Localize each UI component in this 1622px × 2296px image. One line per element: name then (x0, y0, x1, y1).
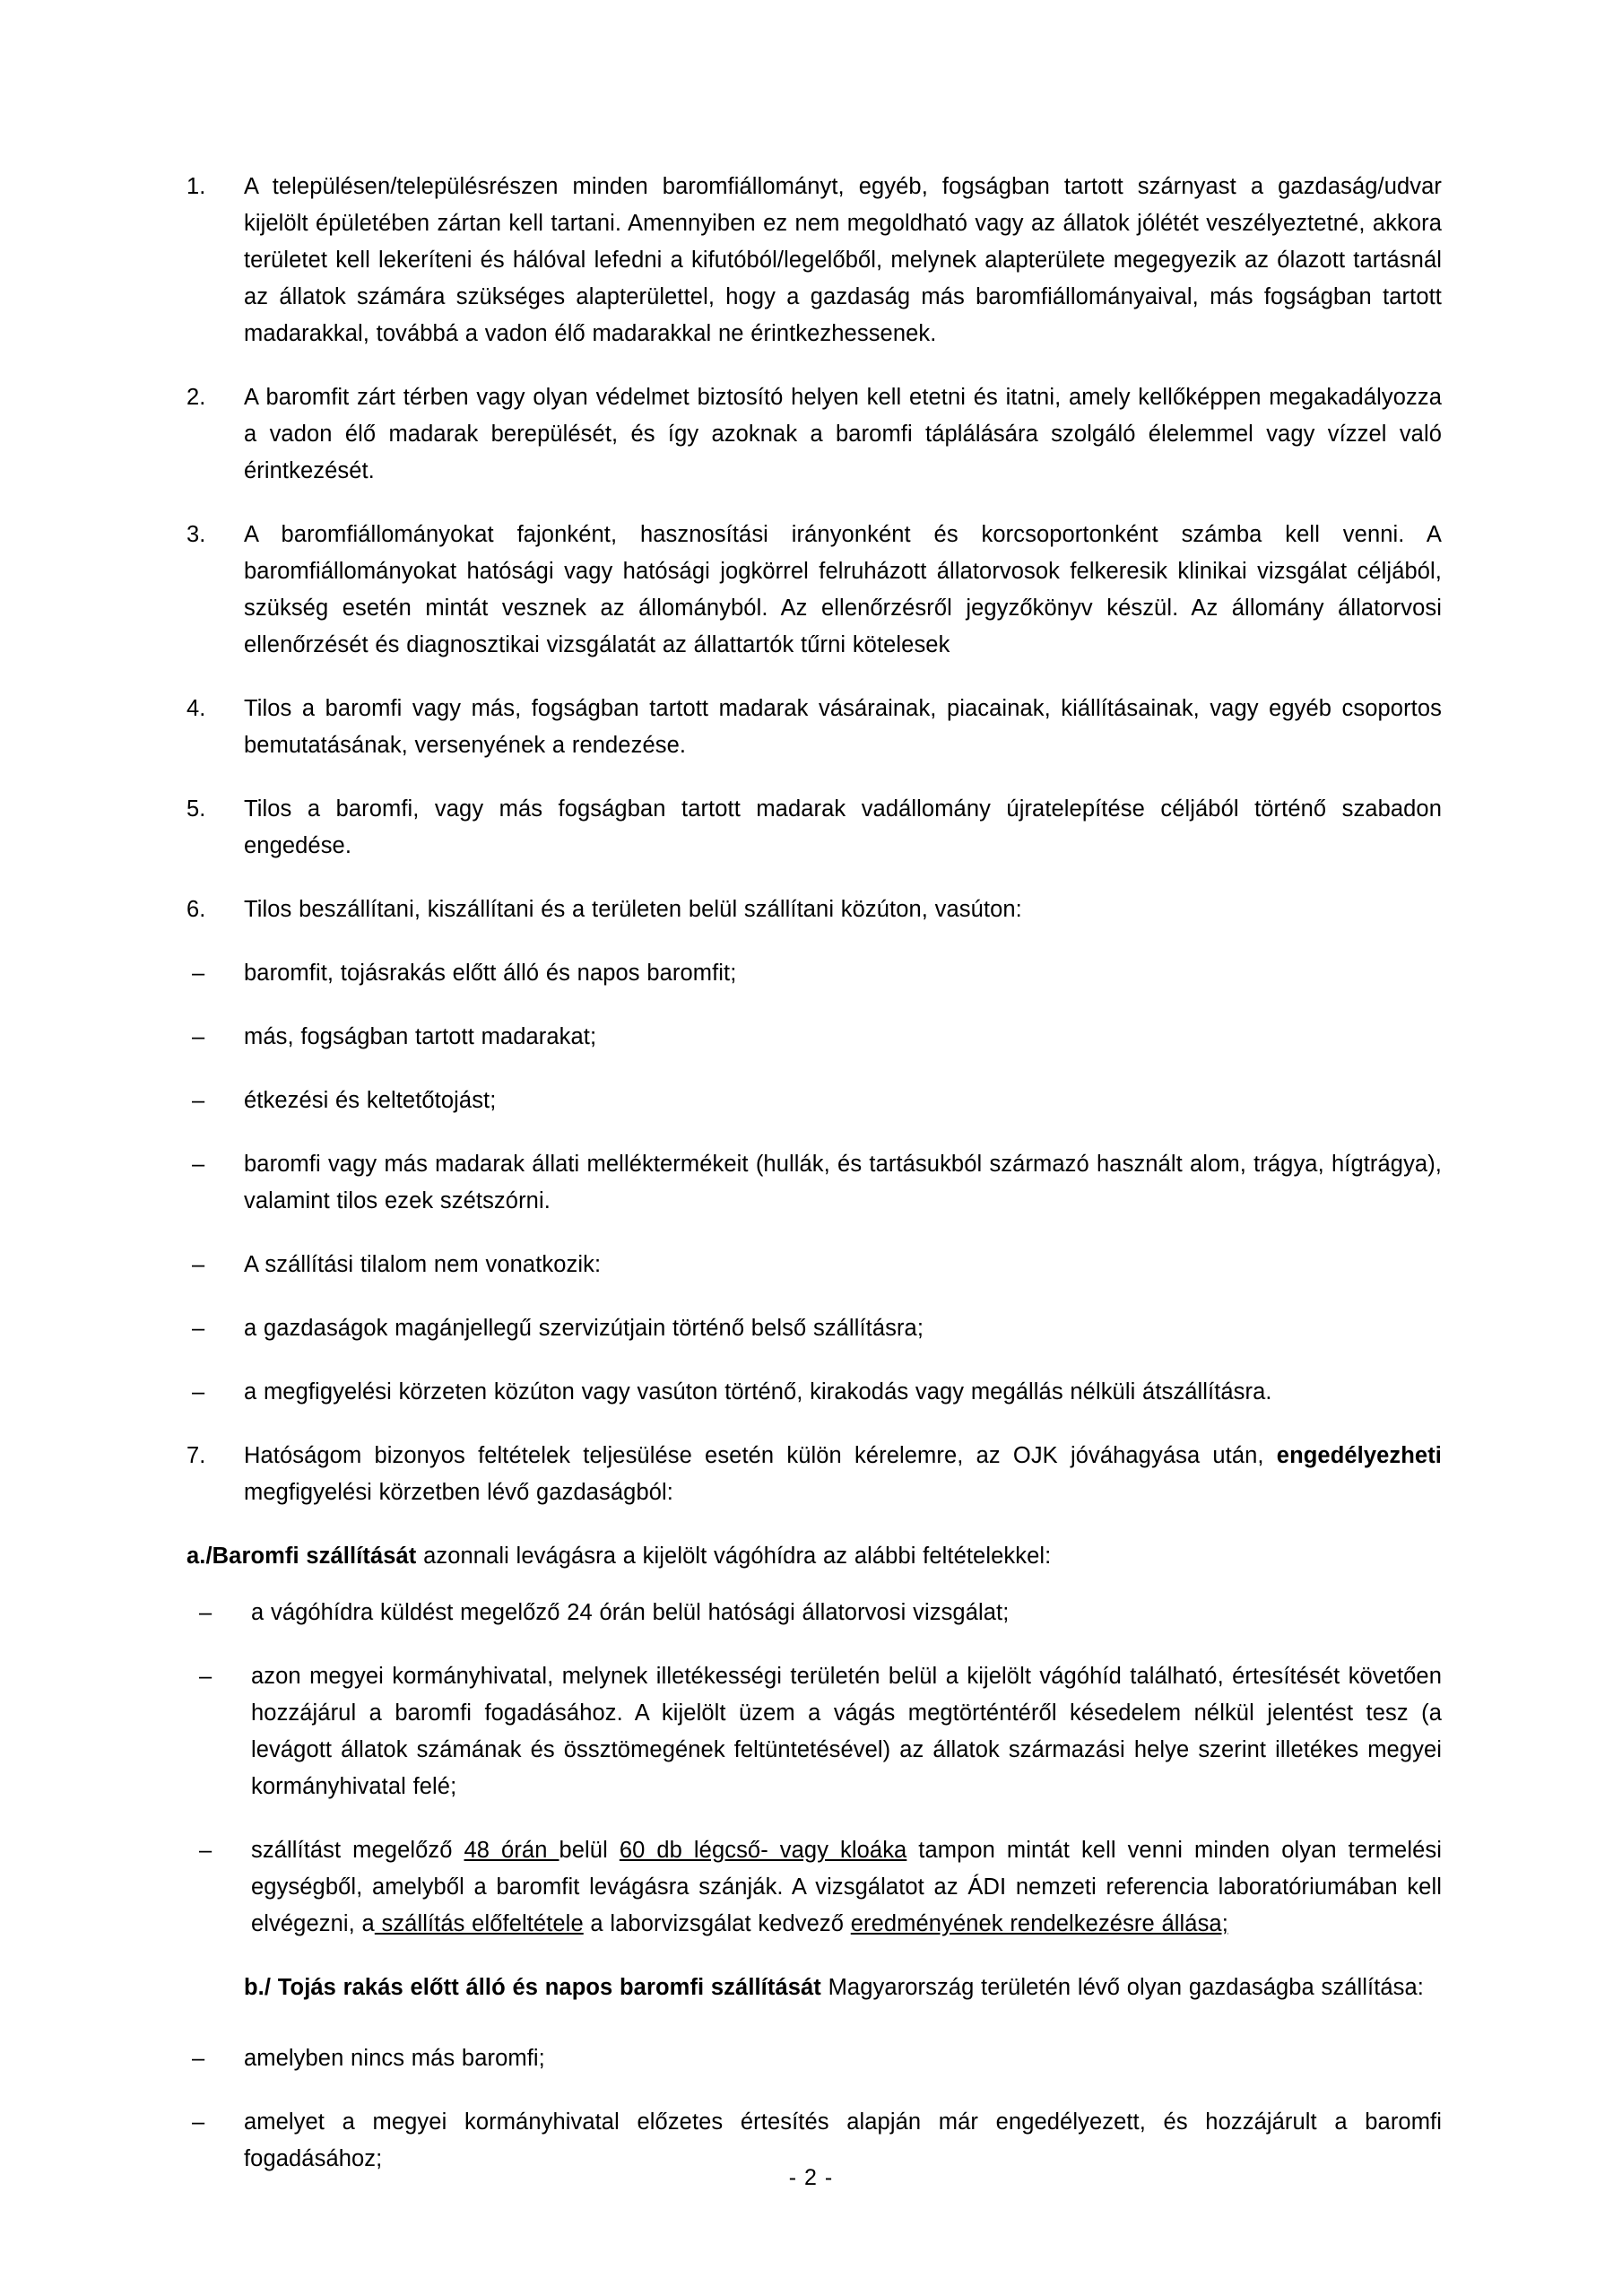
sampling-seg-1: szállítást megelőző (251, 1838, 464, 1863)
dash-marker: – (192, 1316, 205, 1341)
section-b-heading-bold: b./ Tojás rakás előtt álló és napos baromfi szállítását (244, 1975, 821, 2000)
sampling-seg-8-underlined: eredményének rendelkezésre állása; (850, 1911, 1228, 1936)
transport-bullet-text: más, fogságban tartott madarakat; (244, 1024, 597, 1049)
section-a-sampling-bullet (186, 1832, 1442, 1943)
transport-bullet-text: baromfi vagy más madarak állati melléktermékeit (hullák, és tartásukból származó használt alom, trágya, hígtrágya), valamint tilos ezek szétszórni. (244, 1152, 1442, 1213)
item7-text-before: Hatóságom bizonyos feltételek teljesülése esetén külön kérelemre, az OJK jóváhagyása után, (244, 1443, 1277, 1468)
numbered-item-6 (186, 891, 1442, 928)
section-b-bullet-text: amelyet a megyei kormányhivatal előzetes értesítés alapján már engedélyezett, és hozzájárult a baromfi fogadásához; (244, 2109, 1442, 2171)
transport-bullet-text: étkezési és keltetőtojást; (244, 1088, 497, 1113)
item-text-6: Tilos beszállítani, kiszállítani és a területen belül szállítani közúton, vasúton: (244, 897, 1022, 922)
transport-bullet-3 (186, 1083, 1442, 1119)
numbered-item-2 (186, 379, 1442, 490)
sampling-seg-7: a laborvizsgálat kedvező (583, 1911, 851, 1936)
item-text-7 (244, 1438, 1442, 1511)
transport-bullet-5 (186, 1247, 1442, 1283)
dash-marker: – (192, 1152, 205, 1177)
transport-bullet-text: baromfit, tojásrakás előtt álló és napos baromfit; (244, 961, 737, 986)
transport-bullet-7 (186, 1374, 1442, 1411)
section-b-bullet-1 (186, 2040, 1442, 2077)
item-marker-2: 2. (186, 385, 206, 410)
item-marker-1: 1. (186, 174, 206, 199)
transport-bullet-4 (186, 1146, 1442, 1220)
section-b-heading (186, 1970, 1442, 2006)
section-a-sampling-text (251, 1838, 1442, 1936)
sampling-seg-4-underlined: 60 db légcső- vagy kloáka (619, 1838, 907, 1863)
sampling-seg-6-underlined: szállítás előfeltétele (374, 1911, 584, 1936)
transport-bullet-text: a gazdaságok magánjellegű szervizútjain történő belső szállításra; (244, 1316, 924, 1341)
dash-marker: – (199, 1664, 213, 1689)
item7-text-after: megfigyelési körzetben lévő gazdaságból: (244, 1480, 673, 1505)
section-a-heading-rest: azonnali levágásra a kijelölt vágóhídra az alábbi feltételekkel: (416, 1544, 1052, 1569)
item-marker-3: 3. (186, 522, 206, 547)
item-marker-4: 4. (186, 696, 206, 721)
dash-marker: – (199, 1838, 213, 1863)
item-text-1: A településen/településrészen minden baromfiállományt, egyéb, fogságban tartott szárnyast a gazdaság/udvar kijelölt épületében zártan kell tartani. Amennyiben ez nem megoldható vagy az állatok jólétét veszélyeztetné, akkora területet kell lekeríteni és hálóval lefedni a kifutóból/legelőből, melynek alapterülete megegyezik az ólazott tartásnál az állatok számára szükséges alapterülettel, hogy a gazdaság más baromfiállományaival, más fogságban tartott madarakkal, továbbá a vadon élő madarakkal ne érintkezhessenek. (244, 174, 1442, 346)
sampling-seg-2-underlined: 48 órán (464, 1838, 559, 1863)
numbered-item-7 (186, 1438, 1442, 1511)
item-marker-6: 6. (186, 897, 206, 922)
transport-bullet-text: A szállítási tilalom nem vonatkozik: (244, 1252, 602, 1277)
section-a-heading-bold: a./Baromfi szállítását (186, 1544, 417, 1569)
section-a-bullet-1 (186, 1595, 1442, 1631)
page-number: - 2 - (788, 2165, 834, 2190)
dash-marker: – (192, 1088, 205, 1113)
transport-bullet-6 (186, 1310, 1442, 1347)
item7-bold-keyword: engedélyezheti (1276, 1443, 1442, 1468)
section-a-bullet-text: a vágóhídra küldést megelőző 24 órán belül hatósági állatorvosi vizsgálat; (251, 1600, 1010, 1625)
sampling-seg-3: belül (559, 1838, 620, 1863)
numbered-item-3 (186, 517, 1442, 664)
section-b-bullet-text: amelyben nincs más baromfi; (244, 2046, 545, 2071)
section-b-heading-rest: Magyarország területén lévő olyan gazdaságba szállítása: (820, 1975, 1424, 2000)
dash-marker: – (192, 1024, 205, 1049)
dash-marker: – (192, 1252, 205, 1277)
numbered-item-4 (186, 691, 1442, 764)
item-text-5: Tilos a baromfi, vagy más fogságban tartott madarak vadállomány újratelepítése céljából történő szabadon engedése. (244, 796, 1442, 858)
item-text-2: A baromfit zárt térben vagy olyan védelmet biztosító helyen kell etetni és itatni, amely kellőképpen megakadályozza a vadon élő madarak berepülését, és így azoknak a baromfi táplálására szolgáló élelemmel vagy vízzel való érintkezését. (244, 385, 1442, 483)
dash-marker: – (192, 2046, 205, 2071)
item-marker-7: 7. (186, 1443, 206, 1468)
item-marker-5: 5. (186, 796, 206, 822)
section-a-bullet-2 (186, 1658, 1442, 1805)
section-a-bullet-text: azon megyei kormányhivatal, melynek illetékességi területén belül a kijelölt vágóhíd található, értesítését követően hozzájárul a baromfi fogadásához. A kijelölt üzem a vágás megtörténtéről késedelem nélkül jelentést tesz (a levágott állatok számának és össztömegének feltüntetésével) az állatok származási helye szerint illetékes megyei kormányhivatal felé; (251, 1664, 1442, 1799)
numbered-item-5 (186, 791, 1442, 865)
transport-bullet-1 (186, 955, 1442, 992)
item-text-4: Tilos a baromfi vagy más, fogságban tartott madarak vásárainak, piacainak, kiállításainak, vagy egyéb csoportos bemutatásának, versenyének a rendezése. (244, 696, 1442, 758)
numbered-item-1 (186, 169, 1442, 352)
dash-marker: – (192, 2109, 205, 2135)
dash-marker: – (199, 1600, 213, 1625)
item-text-3: A baromfiállományokat fajonként, hasznosítási irányonként és korcsoportonként számba kell venni. A baromfiállományokat hatósági vagy hatósági jogkörrel felruházott állatorvosok felkeresik klinikai vizsgálat céljából, szükség esetén mintát vesznek az állományból. Az ellenőrzésről jegyzőkönyv készül. Az állomány állatorvosi ellenőrzését és diagnosztikai vizsgálatát az állattartók tűrni kötelesek (244, 522, 1442, 657)
document-body (186, 169, 1442, 2205)
transport-bullet-2 (186, 1019, 1442, 1056)
dash-marker: – (192, 961, 205, 986)
sampling-seg-5: tampon mintát kell venni minden olyan termelési egységből, amelyből a baromfit levágásra szánják. A vizsgálatot az ÁDI nemzeti referencia laboratóriumában kell elvégezni, a (251, 1838, 1443, 1936)
dash-marker: – (192, 1379, 205, 1405)
section-a-heading (186, 1538, 1442, 1575)
transport-bullet-text: a megfigyelési körzeten közúton vagy vasúton történő, kirakodás vagy megállás nélküli átszállításra. (244, 1379, 1272, 1405)
